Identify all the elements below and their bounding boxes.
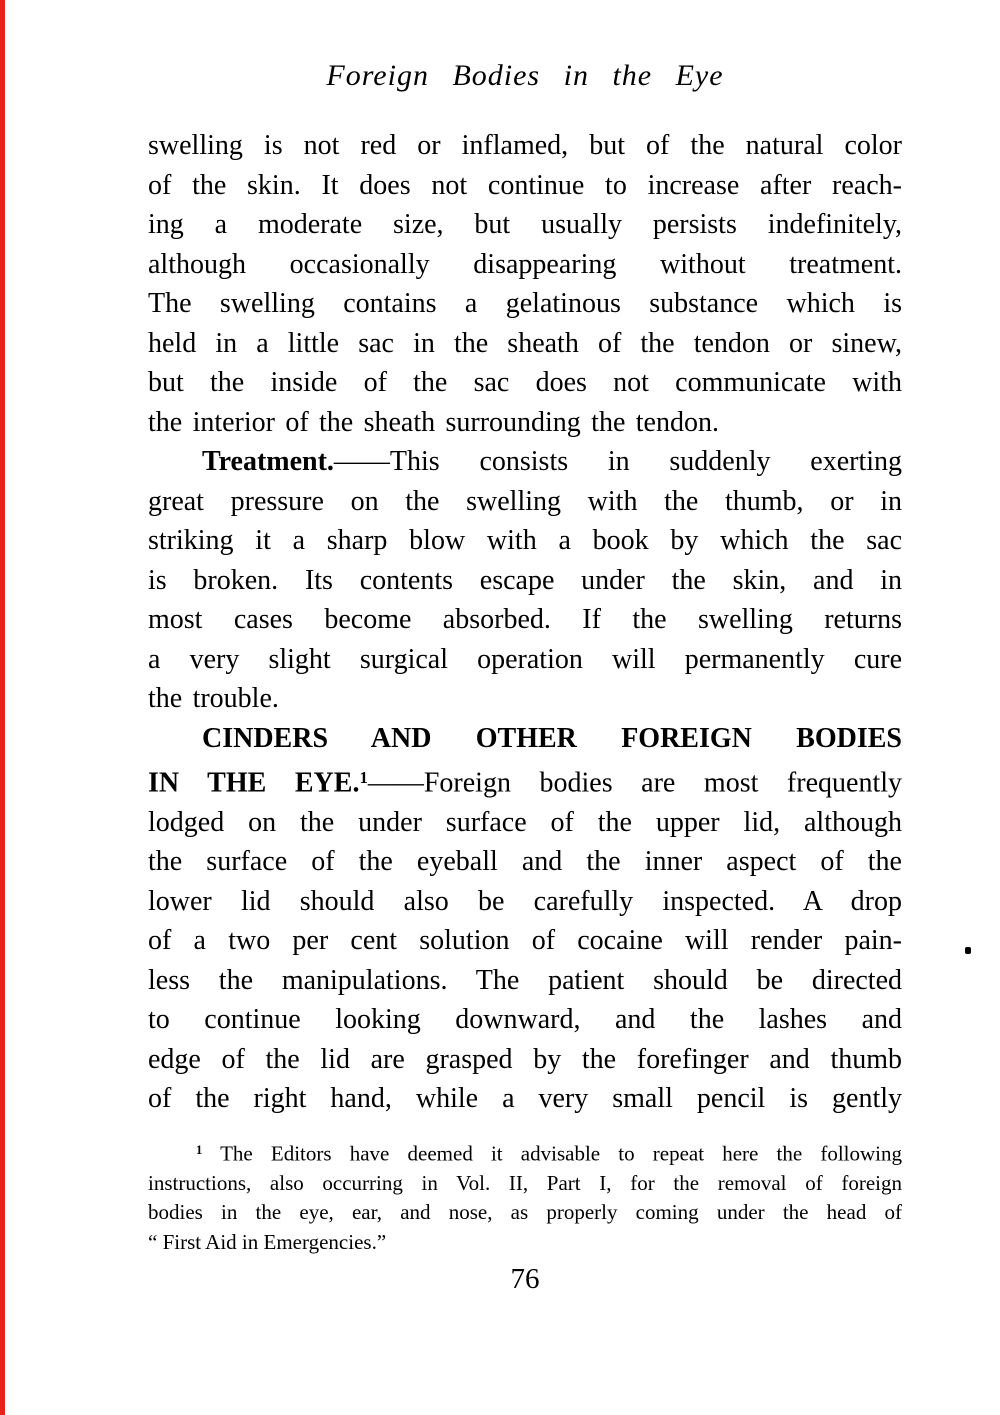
- text-segment: of the skin. It does not continue to increase after reach-: [148, 169, 902, 201]
- text-segment: most cases become absorbed. If the swelling returns: [148, 604, 902, 635]
- text-line: [148, 1169, 902, 1198]
- paragraph-treatment: [148, 442, 902, 719]
- text-segment: to continue looking downward, and the lashes and: [148, 1004, 902, 1036]
- text-line: [148, 482, 902, 522]
- text-line: [148, 126, 902, 166]
- text-line: [148, 1228, 902, 1257]
- text-segment: IN THE EYE.: [148, 767, 360, 799]
- text-segment: “ First Aid in Emergencies.”: [148, 1229, 387, 1254]
- page-number: 76: [510, 1263, 540, 1295]
- text-segment: of the right hand, while a very small pencil is gently: [148, 1083, 902, 1115]
- text-segment: ——Foreign bodies are most frequently: [367, 767, 902, 799]
- paragraph-cinders: [148, 719, 902, 1119]
- text-line: [148, 1040, 902, 1080]
- text-segment: held in a little sac in the sheath of the tendon or sinew,: [148, 327, 902, 359]
- text-segment: instructions, also occurring in Vol. II, Part I, for the removal of foreign: [148, 1170, 902, 1195]
- scan-edge-red-line: [0, 0, 5, 1415]
- text-line: [148, 1000, 902, 1040]
- text-line: [148, 403, 902, 443]
- text-line: [148, 442, 902, 482]
- text-line: [148, 882, 902, 922]
- text-segment: although occasionally disappearing without treatment.: [148, 248, 902, 280]
- text-line: [148, 921, 902, 961]
- text-line: [148, 324, 902, 364]
- text-line: [148, 1079, 902, 1119]
- footnote-reference-superscript: 1: [359, 768, 368, 787]
- text-segment: bodies in the eye, ear, and nose, as properly coming under the head of: [148, 1200, 902, 1225]
- text-segment: the surface of the eyeball and the inner aspect of the: [148, 846, 902, 878]
- footnote-reference-superscript: 1: [196, 1143, 203, 1157]
- text-line: [148, 1198, 902, 1227]
- text-segment: a very slight surgical operation will permanently cure: [148, 643, 902, 675]
- text-segment: of a two per cent solution of cocaine will render pain-: [148, 925, 902, 957]
- text-segment: less the manipulations. The patient should be directed: [148, 964, 902, 996]
- ink-speck: [965, 947, 971, 954]
- text-segment: but the inside of the sac does not communicate with: [148, 367, 902, 398]
- text-segment: CINDERS AND OTHER FOREIGN BODIES: [202, 722, 902, 754]
- text-line: [148, 363, 902, 403]
- text-line: [148, 640, 902, 680]
- text-segment: ing a moderate size, but usually persists indefinitely,: [148, 209, 902, 240]
- text-segment: swelling is not red or inflamed, but of the natural color: [148, 130, 902, 161]
- text-segment: lower lid should also be carefully inspected. A drop: [148, 885, 902, 917]
- running-header-title: Foreign Bodies in the Eye: [326, 59, 724, 92]
- text-line: [148, 803, 902, 843]
- text-segment: The swelling contains a gelatinous substance which is: [148, 288, 902, 319]
- text-line: [148, 205, 902, 245]
- text-line: [148, 758, 902, 803]
- text-line: [148, 521, 902, 561]
- footnote-block: [148, 1136, 902, 1257]
- text-line: [148, 961, 902, 1001]
- text-segment: great pressure on the swelling with the thumb, or in: [148, 485, 902, 517]
- text-line: [148, 1136, 902, 1169]
- text-line: [148, 719, 902, 759]
- text-segment: edge of the lid are grasped by the forefinger and thumb: [148, 1043, 902, 1075]
- text-segment: Treatment.: [202, 446, 334, 477]
- text-segment: is broken. Its contents escape under the skin, and in: [148, 564, 902, 596]
- text-line: [148, 245, 902, 285]
- text-line: [148, 679, 902, 719]
- text-line: [148, 284, 902, 324]
- text-segment: ——This consists in suddenly exerting: [333, 446, 902, 477]
- text-line: [148, 842, 902, 882]
- text-line: [148, 561, 902, 601]
- text-line: [148, 166, 902, 206]
- text-line: [148, 600, 902, 640]
- text-segment: The Editors have deemed it advisable to repeat here the following: [202, 1141, 902, 1166]
- paragraph-swelling: [148, 126, 902, 442]
- body-text-block: [148, 126, 902, 1119]
- text-segment: striking it a sharp blow with a book by which the sac: [148, 525, 902, 556]
- text-segment: the trouble.: [148, 683, 279, 714]
- text-segment: the interior of the sheath surrounding the tendon.: [148, 406, 719, 438]
- text-segment: lodged on the under surface of the upper lid, although: [148, 806, 902, 838]
